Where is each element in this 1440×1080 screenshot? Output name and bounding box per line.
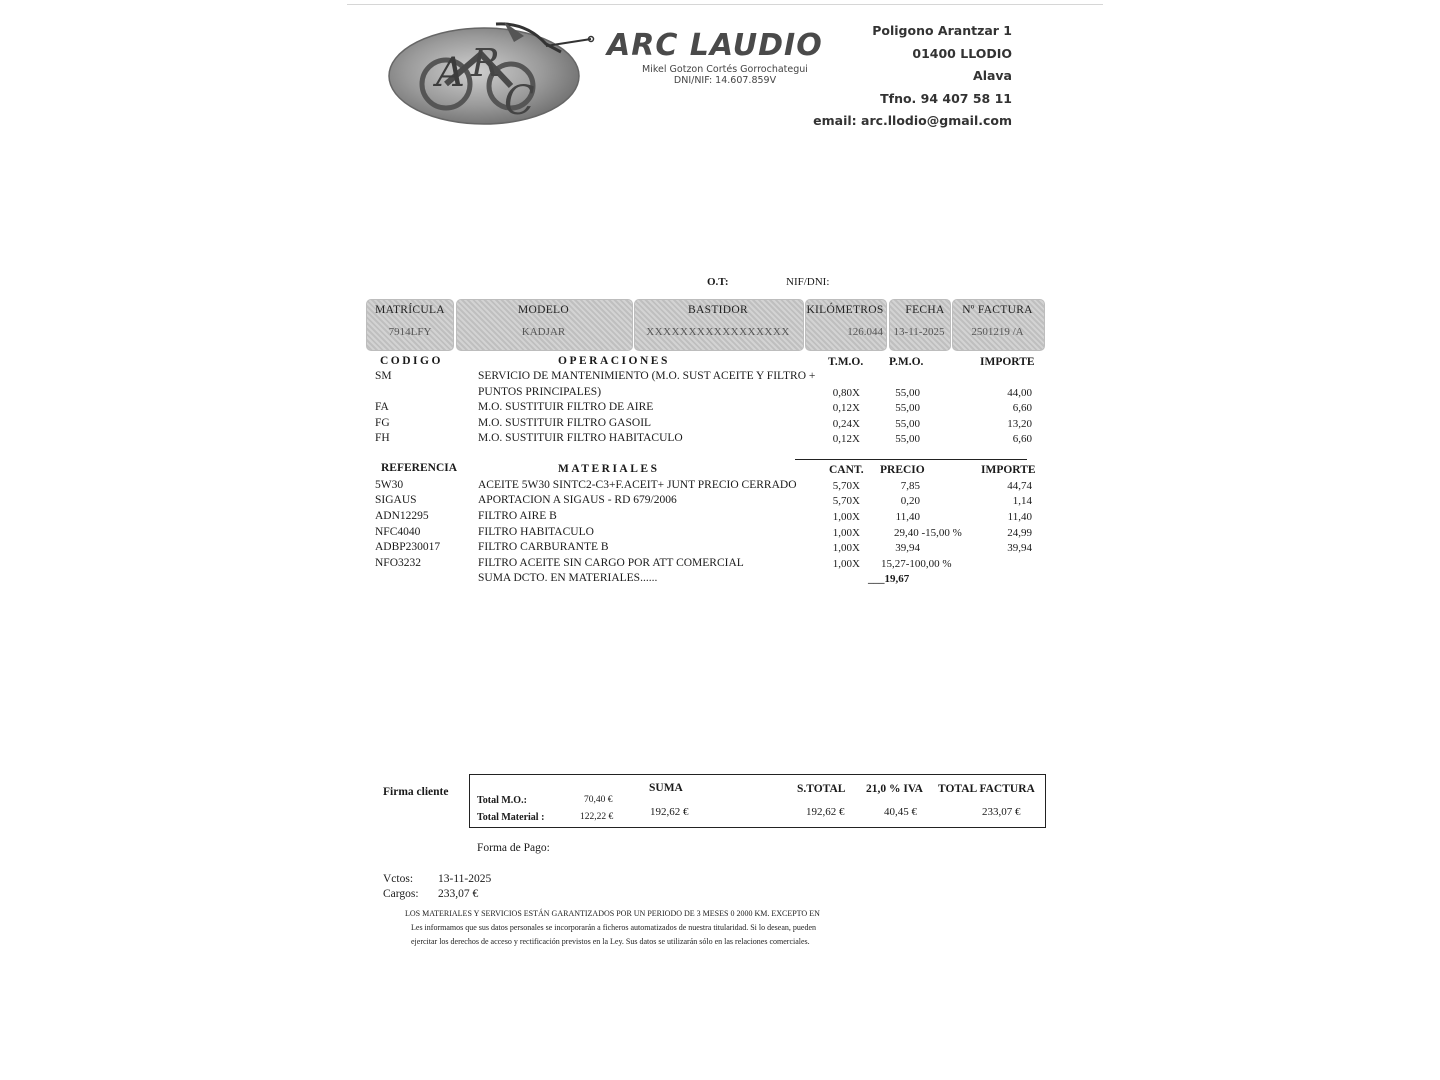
business-dni: DNI/NIF: 14.607.859V [673, 75, 777, 86]
scan-top-edge [347, 4, 1103, 5]
vin-header: BASTIDOR [688, 304, 748, 316]
operation-code: FH [375, 432, 390, 444]
operation-tmo: 0,12X [832, 433, 860, 445]
plate-header: MATRÍCULA [375, 304, 445, 316]
material-price: 11,40 [895, 511, 920, 523]
operation-tmo: 0,24X [832, 418, 860, 430]
date-value: 13-11-2025 [893, 326, 945, 338]
business-email: email: arc.llodio@gmail.com [813, 113, 1012, 128]
materials-ref-header: REFERENCIA [381, 462, 458, 474]
material-ref: 5W30 [375, 479, 404, 491]
operation-amount: 13,20 [1007, 418, 1032, 430]
material-ref: SIGAUS [375, 494, 417, 506]
operation-amount: 6,60 [1012, 402, 1032, 414]
operations-amount-header: IMPORTE [980, 356, 1035, 368]
operation-tmo: 0,80X [832, 387, 860, 399]
material-qty: 1,00X [832, 558, 860, 570]
material-price: 7,85 [900, 480, 920, 492]
operation-desc-continued: PUNTOS PRINCIPALES) [478, 386, 602, 398]
pmo-header: P.M.O. [889, 356, 924, 368]
invoice-total-label: TOTAL FACTURA [938, 783, 1035, 795]
svg-text:C: C [504, 78, 535, 124]
privacy-notice-line1: Les informamos que sus datos personales se incorporarán a ficheros automatizados de nuestra titularidad. Si lo desean, pueden [411, 923, 816, 932]
materials-discount-value: ___19,67 [868, 573, 910, 585]
operation-desc: M.O. SUSTITUIR FILTRO HABITACULO [478, 432, 683, 444]
nif-label: NIF/DNI: [786, 276, 830, 288]
material-qty: 5,70X [832, 480, 860, 492]
km-header: KILÓMETROS [806, 304, 884, 316]
model-header: MODELO [518, 304, 569, 316]
tmo-header: T.M.O. [828, 356, 864, 368]
material-ref: NFO3232 [375, 557, 422, 569]
privacy-notice-line2: ejercitar los derechos de acceso y rectificación previstos en la Ley. Sus datos se utilizarán sólo en las relaciones comerciales. [411, 937, 810, 946]
address-line-2: 01400 LLODIO [912, 45, 1012, 61]
vat-value: 40,45 € [884, 806, 917, 818]
date-header: FECHA [905, 304, 945, 316]
material-ref: ADN12295 [375, 510, 429, 522]
material-amount: 11,40 [1007, 511, 1032, 523]
signature-label: Firma cliente [383, 786, 449, 798]
material-desc: APORTACION A SIGAUS - RD 679/2006 [478, 494, 677, 506]
material-desc: FILTRO ACEITE SIN CARGO POR ATT COMERCIAL [478, 557, 744, 569]
operations-code-header: CODIGO [380, 355, 443, 367]
material-desc: FILTRO HABITACULO [478, 526, 594, 538]
business-owner: Mikel Gotzon Cortés Gorrochategui [642, 64, 808, 75]
vat-label: 21,0 % IVA [866, 783, 923, 795]
invoice-total-value: 233,07 € [982, 806, 1021, 818]
address-line-3: Alava [973, 68, 1012, 83]
price-header: PRECIO [880, 464, 925, 476]
operation-amount: 44,00 [1007, 387, 1032, 399]
material-total-label: Total Material : [477, 812, 545, 823]
operation-desc: SERVICIO DE MANTENIMIENTO (M.O. SUST ACEITE Y FILTRO + [478, 370, 816, 382]
material-qty: 1,00X [832, 542, 860, 554]
model-value: KADJAR [521, 326, 566, 338]
operation-amount: 6,60 [1012, 433, 1032, 445]
labor-total-value: 70,40 € [584, 795, 613, 805]
materials-amount-header: IMPORTE [981, 464, 1036, 476]
invoice-number-value: 2501219 /A [971, 326, 1024, 338]
material-amount: 44,74 [1007, 480, 1032, 492]
material-price: 15,27-100,00 % [881, 558, 952, 570]
material-total-value: 122,22 € [580, 812, 614, 822]
company-logo [386, 14, 598, 130]
material-amount: 39,94 [1007, 542, 1032, 554]
subtotal-label: S.TOTAL [797, 783, 846, 795]
material-ref: ADBP230017 [375, 541, 441, 553]
svg-text:R: R [471, 41, 500, 85]
charges-value: 233,07 € [438, 888, 479, 900]
business-contact [813, 20, 1012, 133]
materials-title: MATERIALES [558, 463, 660, 475]
km-value: 126.044 [847, 326, 883, 338]
invoice-number-header: Nº FACTURA [962, 304, 1033, 316]
due-date-value: 13-11-2025 [438, 873, 492, 885]
operation-pmo: 55,00 [895, 433, 920, 445]
operation-desc: M.O. SUSTITUIR FILTRO DE AIRE [478, 401, 654, 413]
business-name: ARC LAUDIO [607, 28, 823, 63]
material-desc: FILTRO AIRE B [478, 510, 557, 522]
operation-pmo: 55,00 [895, 402, 920, 414]
due-date-label: Vctos: [383, 873, 414, 885]
payment-method-label: Forma de Pago: [477, 842, 550, 854]
material-price: 39,94 [895, 542, 920, 554]
plate-value: 7914LFY [388, 326, 432, 338]
materials-discount-label: SUMA DCTO. EN MATERIALES...... [478, 572, 658, 584]
material-desc: FILTRO CARBURANTE B [478, 541, 609, 553]
subtotal-value: 192,62 € [806, 806, 845, 818]
suma-label: SUMA [649, 782, 683, 794]
suma-value: 192,62 € [650, 806, 689, 818]
operation-code: FA [375, 401, 389, 413]
qty-header: CANT. [829, 464, 864, 476]
operation-tmo: 0,12X [832, 402, 860, 414]
operation-pmo: 55,00 [895, 387, 920, 399]
material-amount: 1,14 [1012, 495, 1032, 507]
operation-pmo: 55,00 [895, 418, 920, 430]
operations-divider [795, 459, 1027, 460]
material-qty: 1,00X [832, 527, 860, 539]
operation-desc: M.O. SUSTITUIR FILTRO GASOIL [478, 417, 652, 429]
material-qty: 5,70X [832, 495, 860, 507]
svg-text:A: A [436, 50, 465, 96]
labor-total-label: Total M.O.: [477, 795, 527, 806]
operations-title: OPERACIONES [558, 355, 670, 367]
charges-label: Cargos: [383, 888, 419, 900]
operation-code: SM [375, 370, 392, 382]
material-ref: NFC4040 [375, 526, 421, 538]
material-desc: ACEITE 5W30 SINTC2-C3+F.ACEIT+ JUNT PRECIO CERRADO [478, 479, 797, 491]
business-phone: Tfno. 94 407 58 11 [880, 90, 1012, 106]
operation-code: FG [375, 417, 390, 429]
material-price: 0,20 [900, 495, 920, 507]
vin-value: XXXXXXXXXXXXXXXXX [646, 326, 790, 338]
material-amount: 24,99 [1007, 527, 1032, 539]
address-line-1: Poligono Arantzar 1 [872, 23, 1012, 38]
material-price: 29,40 -15,00 % [894, 527, 962, 539]
ot-label: O.T: [707, 276, 729, 288]
material-qty: 1,00X [832, 511, 860, 523]
business-owner-block [625, 64, 825, 86]
warranty-notice: LOS MATERIALES Y SERVICIOS ESTÁN GARANTIZADOS POR UN PERIODO DE 3 MESES 0 2000 KM. EXCEPTO EN [405, 909, 820, 918]
